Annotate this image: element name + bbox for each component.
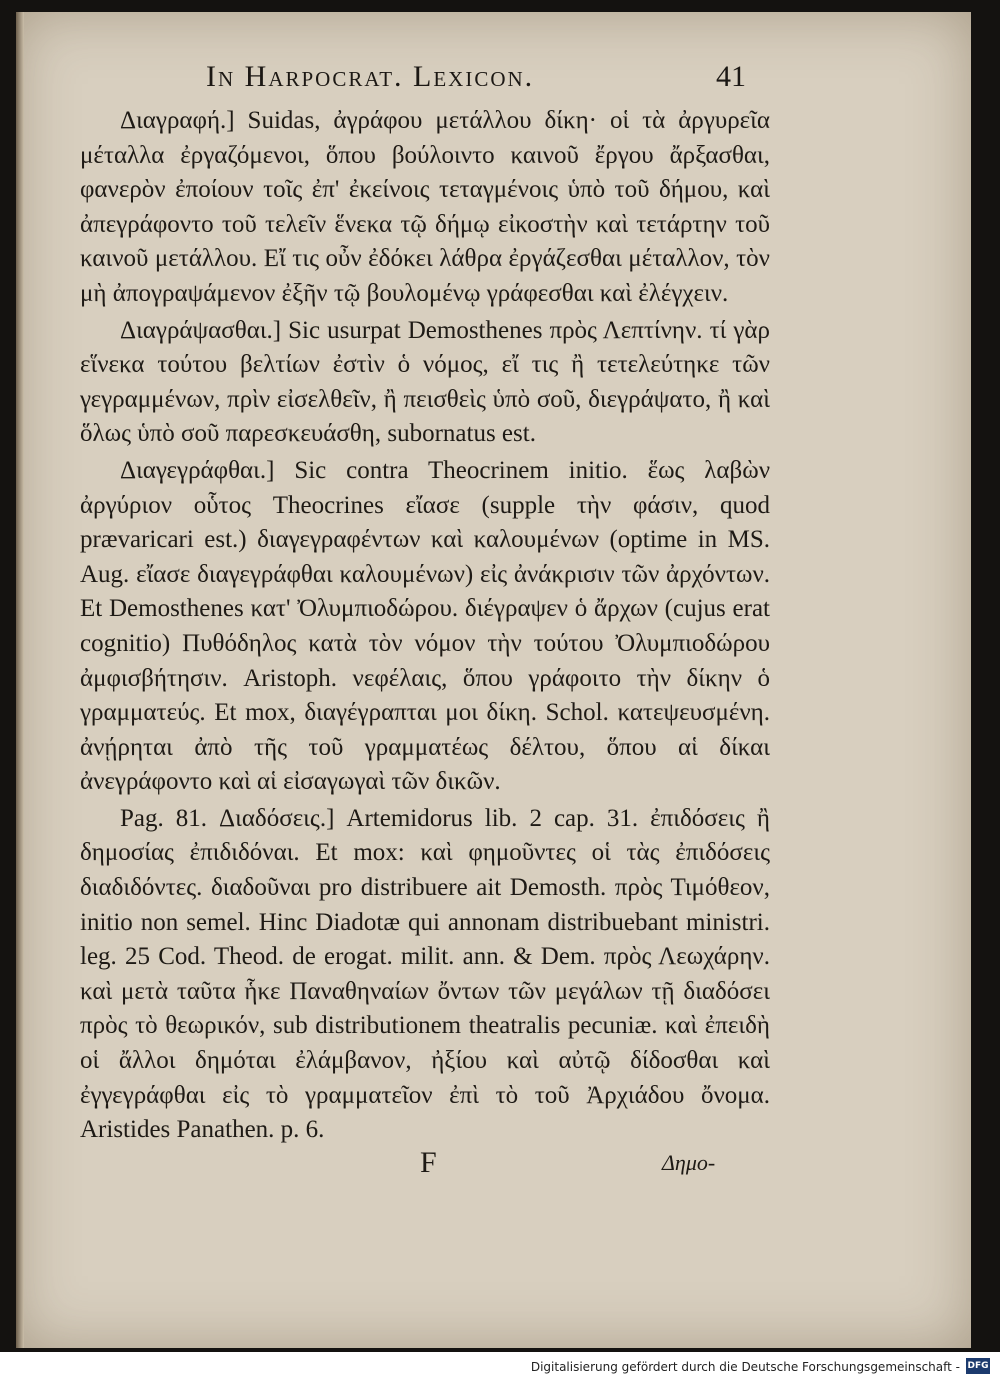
dfg-logo-icon: DFG xyxy=(966,1358,990,1374)
page-gutter-edge xyxy=(16,12,24,1348)
book-page xyxy=(16,12,971,1348)
entry-diagegraphthai: Διαγεγράφθαι.] Sic contra Theocrinem initio. ἕως λαβὼν ἀργύριον οὗτος Theocrines εἴασε (supple τὴν φάσιν, quod prævaricari est.) διαγεγραφέντων καὶ καλουμένων (optime in MS. Aug. εἴασε διαγεγράφθαι καλουμένων) εἰς ἀνάκρισιν τῶν ἀρχόντων. Et Demosthenes κατ' Ὀλυμπιοδώρου. διέγραψεν ὁ ἄρχων (cujus erat cognitio) Πυθόδηλος κατὰ τὸν νόμον τὴν τούτου Ὀλυμπιοδώρου ἀμφισβήτησιν. Aristoph. νεφέλαις, ὅπου γράφοιτο τὴν δίκην ὁ γραμματεύς. Et mox, διαγέγραπται μοι δίκη. Schol. κατεψευσμένη. ἀνῄρηται ἀπὸ τῆς τοῦ γραμματέως δέλτου, ὅπου αἱ δίκαι ἀνεγράφοντο καὶ αἱ εἰσαγωγαὶ τῶν δικῶν. xyxy=(80,456,770,796)
entry-diagrapsasthai: Διαγράψασθαι.] Sic usurpat Demosthenes πρὸς Λεπτίνην. τί γὰρ εἵνεκα τούτου βελτίων ἐστὶν ὁ νόμος, εἴ τις ἢ τετελεύτηκε τῶν γεγραμμένων, πρὶν εἰσελθεῖν, ἢ πεισθεὶς ὑπὸ σοῦ, διεγράψατο, ἢ καὶ ὅλως ὑπὸ σοῦ παρεσκευάσθη, subornatus est. xyxy=(80,316,770,448)
digitization-footer xyxy=(0,1352,1000,1383)
page-body xyxy=(80,104,770,1150)
entry-diadoseis: Pag. 81. Διαδόσεις.] Artemidorus lib. 2 cap. 31. ἐπιδόσεις ἢ δημοσίας ἐπιδιδόναι. Et mox: καὶ φημοῦντες οἱ τὰς ἐπιδόσεις διαδιδόντες. διαδοῦναι pro distribuere ait Demosth. πρὸς Τιμόθεον, initio non semel. Hinc Diadotæ qui annonam distribuebant ministri. leg. 25 Cod. Theod. de erogat. milit. ann. & Dem. πρὸς Λεωχάρην. καὶ μετὰ ταῦτα ἧκε Παναθηναίων ὄντων τῶν μεγάλων τῇ διαδόσει πρὸς τὸ θεωρικόν, sub distributionem theatralis pecuniæ. καὶ ἐπειδὴ οἱ ἄλλοι δημόται ἐλάμβανον, ἠξίου καὶ αὐτῷ δίδοσθαι καὶ ἐγγεγράφθαι εἰς τὸ γραμματεῖον ἐπὶ τὸ τοῦ Ἀρχιάδου ὄνομα. Aristides Panathen. p. 6. xyxy=(80,804,770,1144)
page-number: 41 xyxy=(716,60,746,93)
running-head: In Harpocrat. Lexicon. xyxy=(206,60,535,93)
funding-note: Digitalisierung gefördert durch die Deutsche Forschungsgemeinschaft - xyxy=(530,1360,960,1374)
entry-diagraphe: Διαγραφή.] Suidas, ἀγράφου μετάλλου δίκη· οἱ τὰ ἀργυρεῖα μέταλλα ἐργαζόμενοι, ὅπου βούλοιντο καινοῦ ἔργου ἄρξασθαι, φανερὸν ἐποίουν τοῖς ἐπ' ἐκείνοις τεταγμένοις ὑπὸ τοῦ δήμου, καὶ ἀπεγράφοντο τοῦ τελεῖν ἕνεκα τῷ δήμῳ εἰκοστὴν καὶ τετάρτην τοῦ καινοῦ μετάλλου. Εἴ τις οὖν ἐδόκει λάθρα ἐργάζεσθαι μέταλλον, τὸν μὴ ἀπογραψάμενον ἐξῆν τῷ βουλομένῳ γράφεσθαι καὶ ἐλέγχειν. xyxy=(80,107,770,307)
catchword: Δημο- xyxy=(662,1150,716,1175)
signature-mark: F xyxy=(420,1146,437,1179)
